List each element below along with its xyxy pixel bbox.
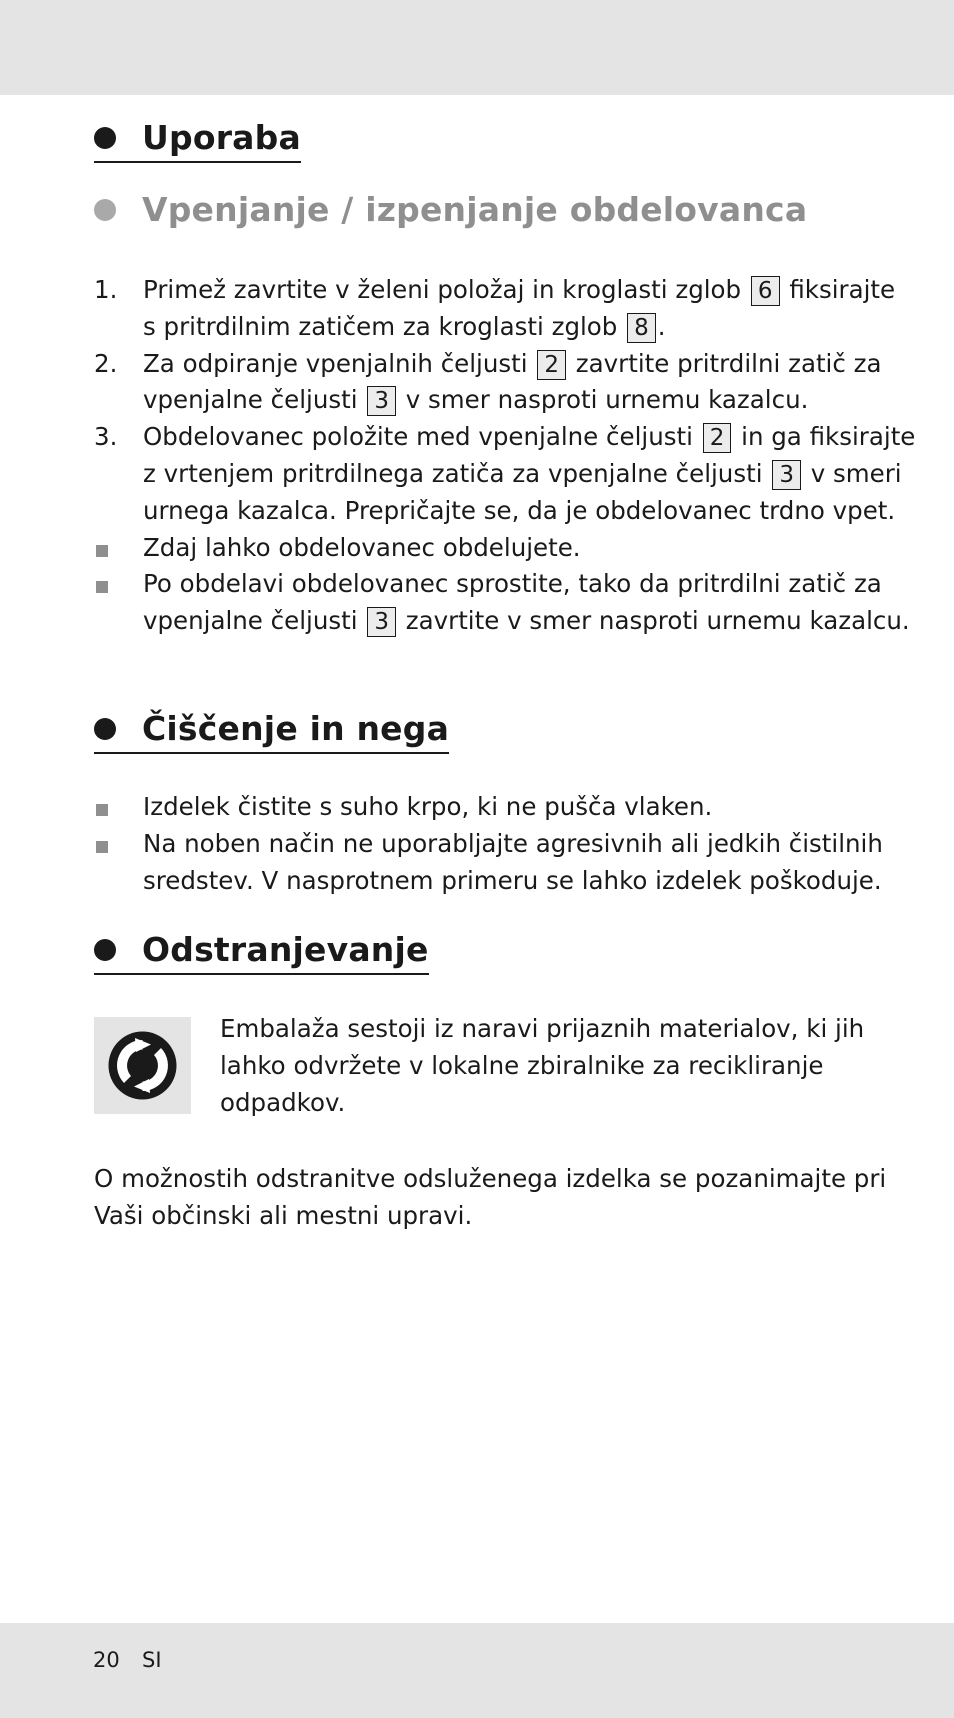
section-title: Čiščenje in nega xyxy=(142,709,450,748)
item-text xyxy=(143,419,954,529)
text-span: v smeri xyxy=(802,458,902,488)
top-band xyxy=(0,0,954,95)
text-span: vpenjalne čeljusti xyxy=(143,385,366,415)
step-number: 3. xyxy=(94,422,118,452)
text-span: Obdelovanec položite med vpenjalne čeljusti xyxy=(143,422,701,452)
text-span: Na noben način ne uporabljajte agresivnih ali jedkih čistilnih xyxy=(143,828,883,858)
bullet-dot-icon xyxy=(94,718,116,740)
square-bullet-icon xyxy=(96,581,108,593)
text-line xyxy=(143,566,954,603)
item-text xyxy=(143,272,954,346)
part-reference-box: 8 xyxy=(627,313,656,343)
text-line xyxy=(143,530,954,567)
text-span: Po obdelavi obdelovanec sprostite, tako da pritrdilni zatič za xyxy=(143,569,882,599)
text-line xyxy=(143,826,954,863)
text-span: . xyxy=(657,311,666,341)
text-line: Embalaža sestoji iz naravi prijaznih materialov, ki jih xyxy=(220,1014,865,1043)
text-line xyxy=(143,789,954,826)
text-span: urnega kazalca. Prepričajte se, da je obdelovanec trdno vpet. xyxy=(143,495,896,525)
section-heading-uporaba xyxy=(94,118,301,163)
text-span: Zdaj lahko obdelovanec obdelujete. xyxy=(143,532,581,562)
subsection-title: Vpenjanje / izpenjanje obdelovanca xyxy=(142,190,808,229)
item-text xyxy=(143,346,954,420)
subsection-heading-vpenjanje xyxy=(94,190,807,229)
section-heading-ciscenje xyxy=(94,709,449,754)
text-span: sredstev. V nasprotnem primeru se lahko izdelek poškoduje. xyxy=(143,865,882,895)
text-line xyxy=(143,603,954,640)
part-reference-box: 6 xyxy=(751,276,780,306)
text-line: lahko odvržete v lokalne zbiralnike za recikliranje xyxy=(220,1050,824,1080)
part-reference-box: 2 xyxy=(703,423,732,453)
recycle-icon-box xyxy=(94,1017,191,1114)
part-reference-box: 2 xyxy=(537,350,566,380)
step-number: 2. xyxy=(94,348,118,378)
text-span: v smer nasproti urnemu kazalcu. xyxy=(397,385,809,415)
page-language: SI xyxy=(142,1648,162,1672)
item-text xyxy=(143,826,954,900)
text-span: fiksirajte xyxy=(781,275,896,304)
text-span: zavrtite v smer nasproti urnemu kazalcu. xyxy=(397,606,910,636)
text-line xyxy=(143,346,954,383)
bullet-dot-icon xyxy=(94,199,116,221)
section-title: Uporaba xyxy=(142,118,301,157)
step-number: 1. xyxy=(94,275,118,304)
text-line xyxy=(143,272,954,309)
square-bullet-icon xyxy=(96,841,108,853)
text-line: odpadkov. xyxy=(220,1087,346,1117)
text-line xyxy=(143,456,954,493)
text-span: z vrtenjem pritrdilnega zatiča za vpenjalne čeljusti xyxy=(143,458,771,488)
bullet-dot-icon xyxy=(94,939,116,961)
text-span: Primež zavrtite v želeni položaj in kroglasti zglob xyxy=(143,275,749,304)
item-text xyxy=(143,789,954,826)
text-span: in ga fiksirajte xyxy=(733,422,916,452)
text-line xyxy=(143,863,954,900)
bullet-dot-icon xyxy=(94,127,116,149)
square-bullet-icon xyxy=(96,804,108,816)
page-number: 20 xyxy=(93,1648,120,1672)
text-line: Vaši občinski ali mestni upravi. xyxy=(94,1200,473,1230)
part-reference-box: 3 xyxy=(367,607,396,637)
text-line xyxy=(143,493,954,530)
text-span: vpenjalne čeljusti xyxy=(143,606,366,636)
text-line xyxy=(143,309,954,346)
part-reference-box: 3 xyxy=(367,386,396,416)
green-dot-recycling-icon xyxy=(107,1030,178,1101)
packaging-paragraph xyxy=(220,1011,880,1121)
text-span: Za odpiranje vpenjalnih čeljusti xyxy=(143,348,536,378)
text-line: O možnostih odstranitve odsluženega izdelka se pozanimajte pri xyxy=(94,1164,887,1193)
part-reference-box: 3 xyxy=(772,460,801,490)
section-title: Odstranjevanje xyxy=(142,930,429,969)
item-text xyxy=(143,530,954,567)
text-line xyxy=(143,419,954,456)
text-span: s pritrdilnim zatičem za kroglasti zglob xyxy=(143,311,626,341)
text-span: zavrtite pritrdilni zatič za xyxy=(568,348,882,378)
text-line xyxy=(143,382,954,419)
disposal-paragraph xyxy=(94,1161,894,1235)
text-span: Izdelek čistite s suho krpo, ki ne pušča vlaken. xyxy=(143,792,713,821)
section-heading-odstranjevanje xyxy=(94,930,429,975)
item-text xyxy=(143,566,954,640)
square-bullet-icon xyxy=(96,545,108,557)
